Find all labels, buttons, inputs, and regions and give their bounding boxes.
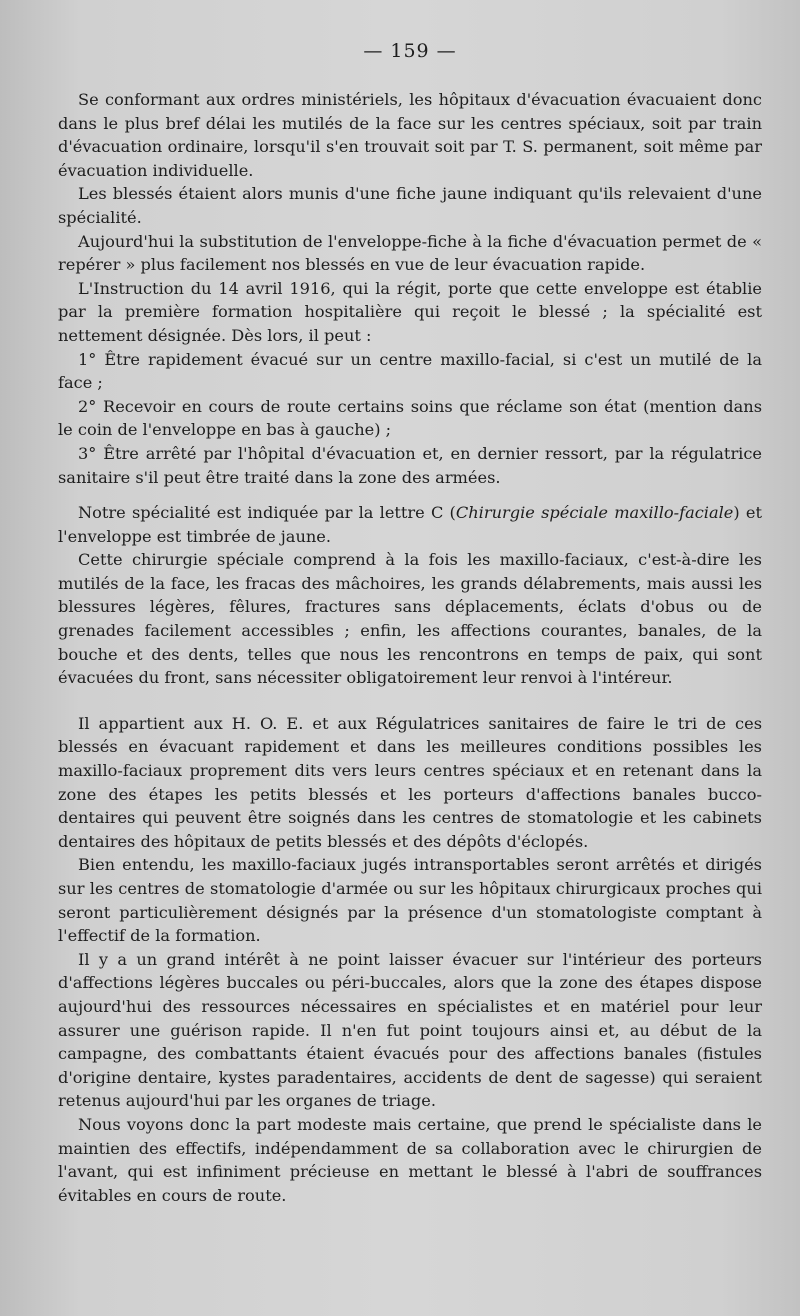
page-number: — 159 — [363, 40, 457, 62]
paragraph-envelope-substitution: Aujourd'hui la substitution de l'enveloppe-fiche à la fiche d'évacuation permet de « repérer » plus facilement nos blessés en vue de leur évacuation rapide. [58, 231, 762, 275]
specialty-text-after: ) et l'enveloppe est timbrée de jaune. [58, 503, 763, 546]
paragraph-evacuation-orders: Se conformant aux ordres ministériels, les hôpitaux d'évacuation évacuaient donc dans le plus bref délai les mutilés de la face sur les centres spéciaux, soit par train d'évacuation ordinaire, lorsqu'il s'en trouvait soit par T. S. permanent, soit même par évacuation individuelle. [58, 90, 762, 180]
specialty-italic-title: Chirurgie spéciale maxillo-faciale [455, 503, 734, 523]
list-item-1: 1° Être rapidement évacué sur un centre maxillo-facial, si c'est un mutilé de la face ; [58, 349, 762, 393]
paragraph-specialty-letter [58, 501, 762, 548]
paragraph-conclusion: Nous voyons donc la part modeste mais certaine, que prend le spécialiste dans le maintien des effectifs, indépendamment de sa collaboration avec le chirurgien de l'avant, qui est infiniment précieuse en mettant le blessé à l'abri de souffrances évitables en cours de route. [58, 1114, 762, 1205]
list-item-2: 2° Recevoir en cours de route certains soins que réclame son état (mention dans le coin de l'enveloppe en bas à gauche) ; [58, 396, 762, 440]
paragraph-surgery-scope: Cette chirurgie spéciale comprend à la fois les maxillo-faciaux, c'est-à-dire les mutilés de la face, les fracas des mâchoires, les grands délabrements, mais aussi les blessures légères, fêlures, fractures sans déplacements, éclats d'obus ou de grenades facilement accessibles ; enfin, les affections courantes, banales, de la bouche et des dents, telles que nous les rencontrons en temps de paix, qui sont évacuées du front, sans nécessiter obligatoirement leur renvoi à l'intéreur. [58, 550, 762, 688]
paragraph-instruction-1916: L'Instruction du 14 avril 1916, qui la régit, porte que cette enveloppe est établie par la première formation hospitalière qui reçoit le blessé ; la spécialité est nettement désignée. Dès lors, il peut : [58, 278, 762, 345]
paragraph-non-transportable: Bien entendu, les maxillo-faciaux jugés intransportables seront arrêtés et dirigés sur les centres de stomatologie d'armée ou sur les hôpitaux chirurgicaux proches qui seront particulièrement désignés par la présence d'un stomatologiste comptant à l'effectif de la formation. [58, 855, 762, 946]
paragraph-yellow-card: Les blessés étaient alors munis d'une fiche jaune indiquant qu'ils relevaient d'une spécialité. [58, 184, 762, 227]
specialty-text-before: Notre spécialité est indiquée par la lettre C ( [78, 503, 456, 523]
paragraph-sorting-duty: Il appartient aux H. O. E. et aux Régulatrices sanitaires de faire le tri de ces blessés en évacuant rapidement et dans les meilleures conditions possibles les maxillo-faciaux proprement dits vers leurs centres spéciaux et en retenant dans la zone des étapes les petits blessés et les porteurs d'affections banales bucco-dentaires qui peuvent être soignés dans les centres de stomatologie et les cabinets dentaires des hôpitaux de petits blessés et des dépôts d'éclopés. [58, 713, 762, 851]
paragraph-interest: Il y a un grand intérêt à ne point laisser évacuer sur l'intérieur des porteurs d'affections légères buccales ou péri-buccales, alors que la zone des étapes dispose aujourd'hui des ressources nécessaires en spécialistes et en matériel pour leur assurer une guérison rapide. Il n'en fut point toujours ainsi et, au début de la campagne, des combattants étaient évacués pour des affections banales (fistules d'origine dentaire, kystes paradentaires, accidents de dent de sagesse) qui seraient retenus aujourd'hui par les organes de triage. [58, 949, 762, 1111]
list-item-3: 3° Être arrêté par l'hôpital d'évacuation et, en dernier ressort, par la régulatrice sanitaire s'il peut être traité dans la zone des armées. [58, 443, 762, 487]
